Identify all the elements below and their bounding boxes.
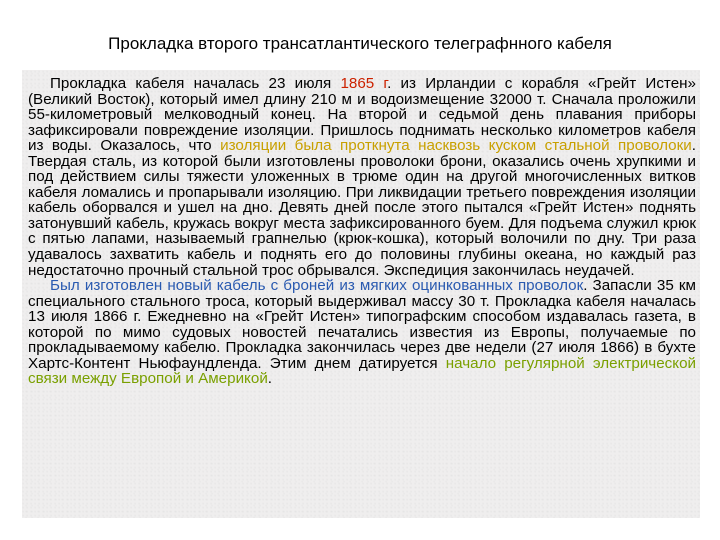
paragraph-2-text-b: . (267, 370, 273, 388)
paragraph-1-text-a: Прокладка кабеля началась 23 июля (50, 75, 341, 92)
slide-body-text (28, 76, 696, 387)
new-cable-highlight: Был изготовлен новый кабель с броней из мягких оцинкованных проволок (50, 277, 584, 295)
paragraph-2 (28, 278, 696, 387)
slide-title: Прокладка второго трансатлантического телеграфнного кабеля (108, 34, 612, 53)
paragraph-2-text-a: . Запасли 35 км специального стального троса, который выдерживал массу 30 т. Прокладка кабеля началась 13 июля 1866 г. Ежедневно на «Грейт Истен» типографским способом издавалась газета, в которой по мимо судовых новостей печатались известия из Европы, получаемые по прокладываемому кабелю. Прокладка закончилась через две недели (27 июля 1866) в бухте Хартс-Контент Ньюфаундленда. Этим днем датируется (28, 277, 696, 372)
paragraph-1 (28, 76, 696, 278)
year-highlight: 1865 г (340, 75, 388, 92)
paragraph-1-text-c: . Твердая сталь, из которой были изготовлены проволоки брони, оказались очень хрупкими и под действием силы тяжести уложенных в трюме один на другой многочисленных витков кабеля ломались и пропарывали изоляцию. При ликвидации третьего повреждения изоляции кабель оборвался и ушел на дно. Девять дней после этого пытался «Грейт Истен» поднять затонувший кабель, кружась вокруг места зафиксированного буем. Для подъема служил крюк с пятью лапами, называемый грапнелью (крюк-кошка), который волочили по дну. Три раза удавалось захватить кабель и поднять его до половины глубины океана, но каждый раз недостаточно прочный стальной трос обрывался. Экспедиция закончилась неудачей. (28, 137, 696, 279)
regular-connection-highlight: начало регулярной электрической связи между Европой и Америкой (28, 354, 696, 388)
insulation-damage-highlight: изоляции была проткнута насквозь куском стальной проволоки (220, 137, 692, 155)
paragraph-1-text-b: . из Ирландии с корабля «Грейт Истен» (Великий Восток), который имел длину 210 м и водоизмещение 32000 т. Сначала проложили 55-километровый мелководный конец. На второй и седьмой день плавания приборы зафиксировали повреждение изоляции. Пришлось поднимать несколько километров кабеля из воды. Оказалось, что (28, 75, 696, 155)
